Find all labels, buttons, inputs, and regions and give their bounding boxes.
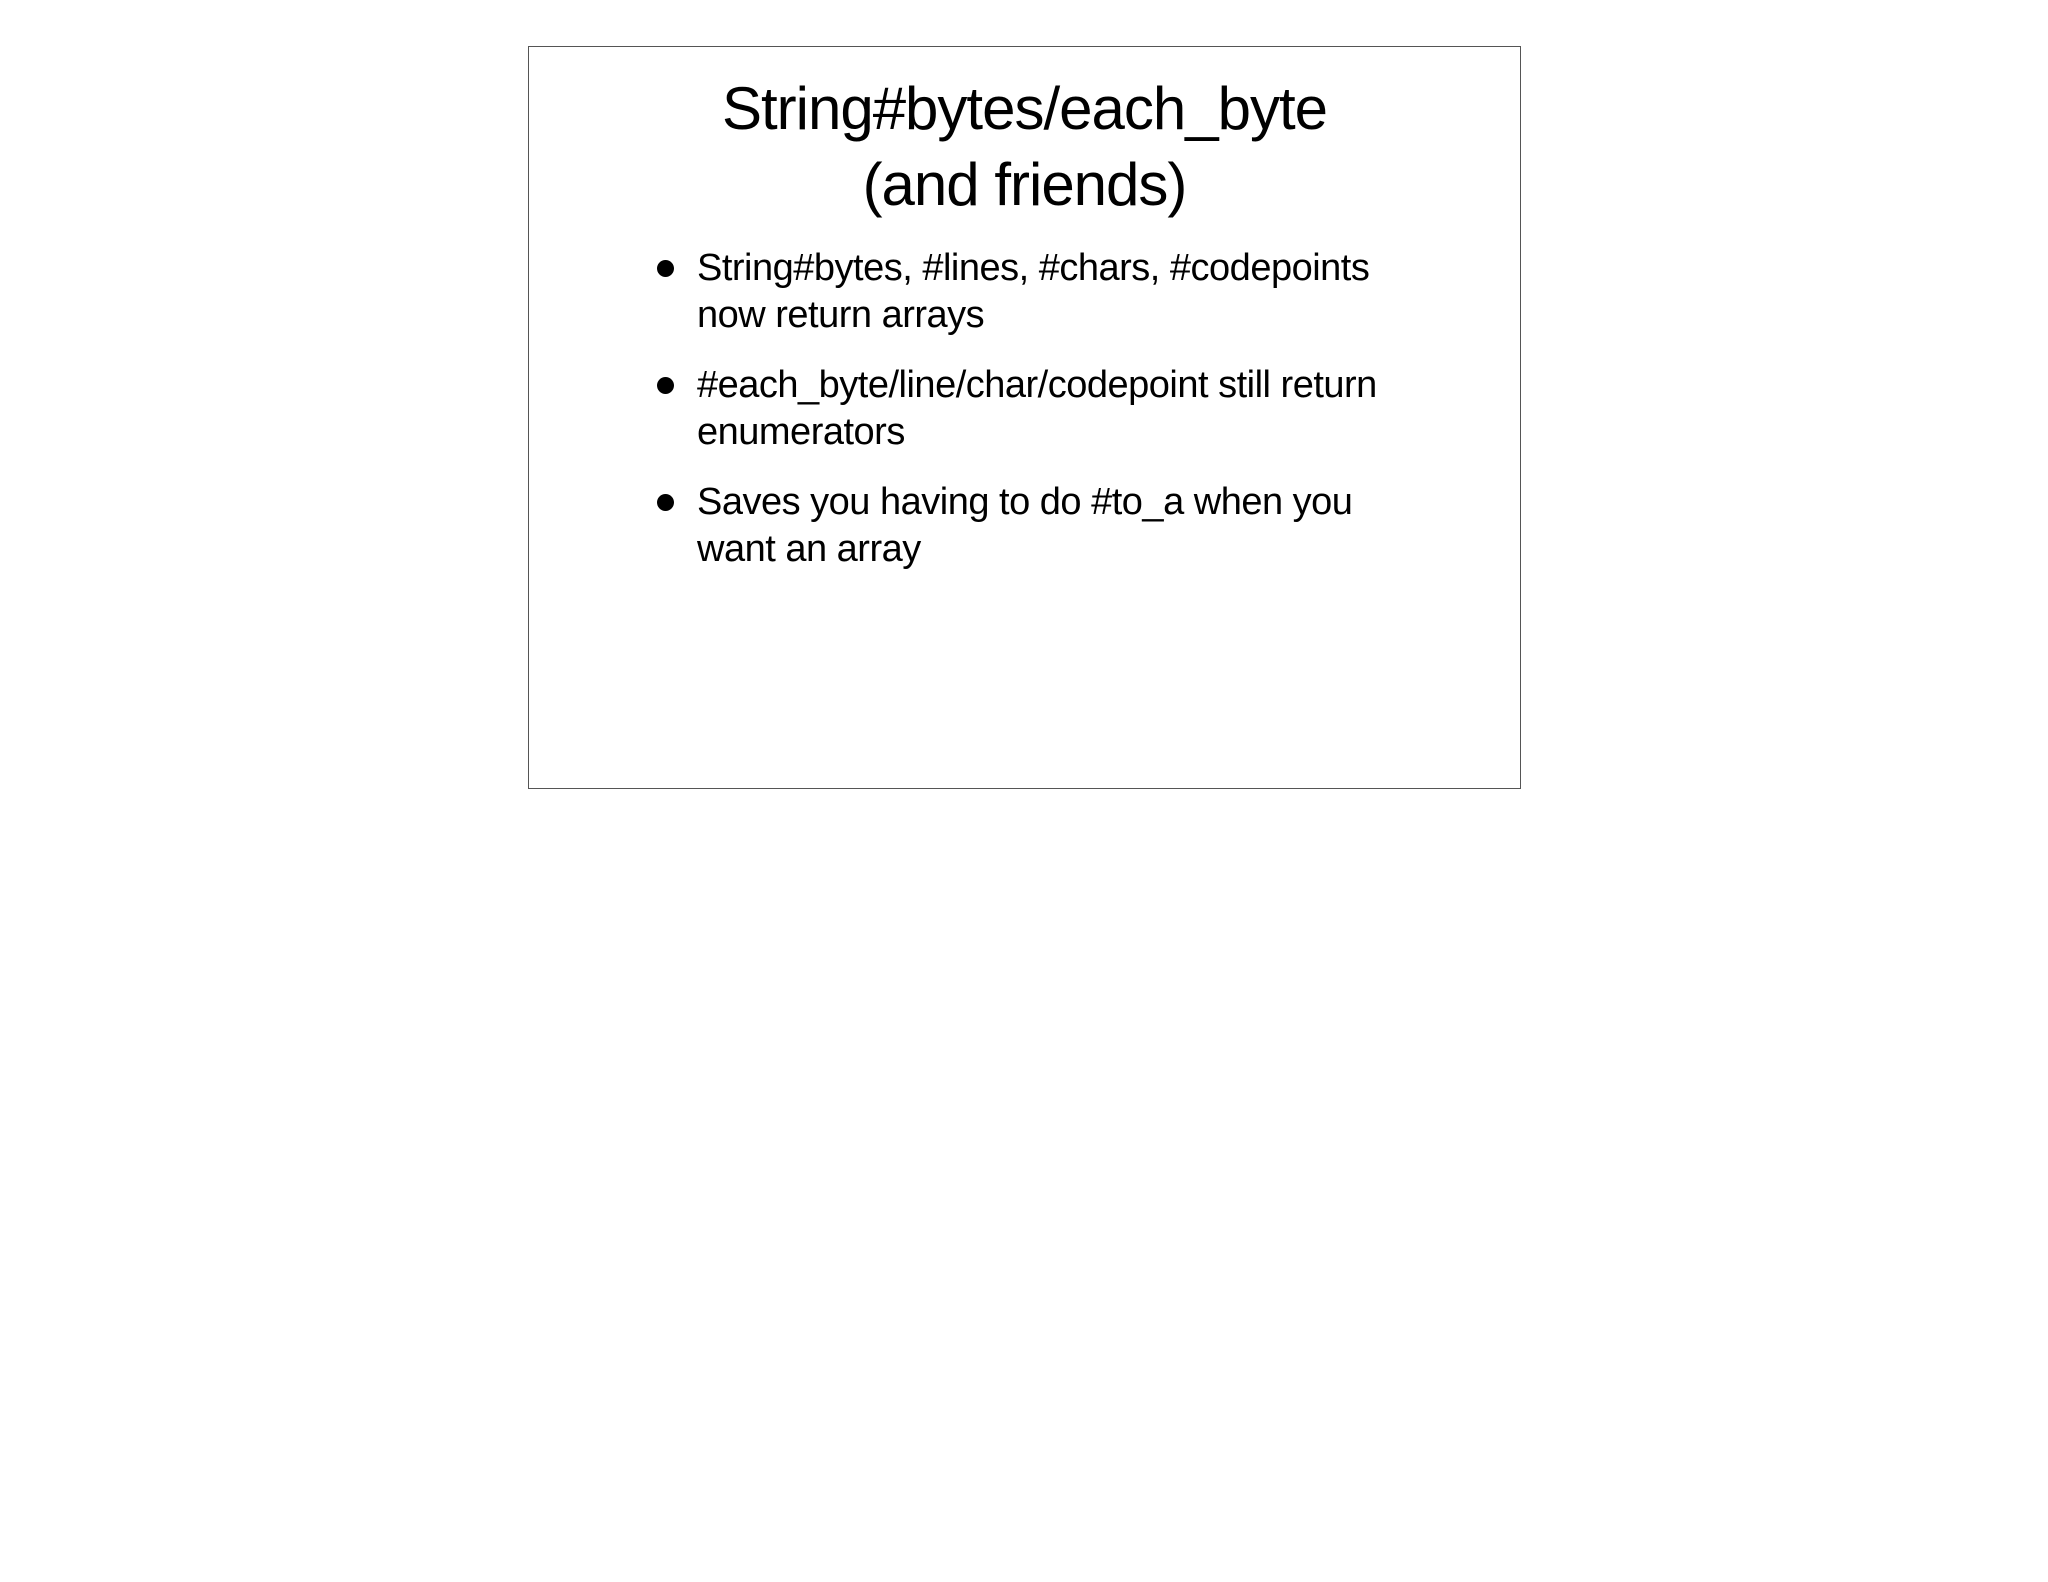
slide-title-line-1: String#bytes/each_byte (721, 75, 1328, 142)
bullet-text-line-1: Saves you having to do #to_a when you (697, 481, 1353, 523)
bullet-text-line-1: #each_byte/line/char/codepoint still return (697, 364, 1377, 406)
bullet-dot-icon (657, 377, 674, 394)
bullet-list (697, 245, 1457, 596)
bullet-text-line-1: String#bytes, #lines, #chars, #codepoints (697, 247, 1370, 289)
slide-title (529, 71, 1520, 223)
bullet-text-line-2: enumerators (697, 411, 905, 453)
bullet-item (697, 479, 1457, 573)
bullet-dot-icon (657, 494, 674, 511)
bullet-item (697, 362, 1457, 456)
bullet-text-line-2: now return arrays (697, 294, 985, 336)
slide-title-line-2: (and friends) (862, 151, 1187, 218)
bullet-dot-icon (657, 260, 674, 277)
bullet-item (697, 245, 1457, 339)
bullet-text-line-2: want an array (697, 528, 921, 570)
slide (528, 46, 1521, 789)
